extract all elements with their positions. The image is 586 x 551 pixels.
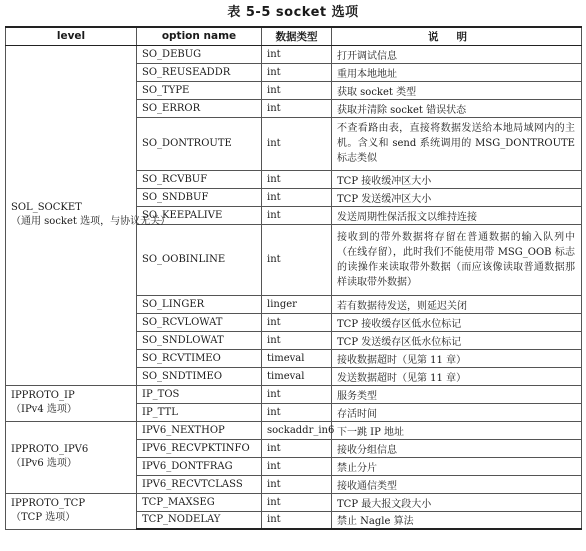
- level-name: IPPROTO_IPV6: [11, 444, 89, 455]
- option-name: SO_DONTROUTE: [137, 117, 262, 170]
- data-type: int: [262, 331, 332, 349]
- socket-options-table: [5, 26, 582, 530]
- data-type: int: [262, 403, 332, 421]
- data-type: int: [262, 81, 332, 99]
- option-name: IPV6_RECVPKTINFO: [137, 439, 262, 457]
- data-type: sockaddr_in6: [262, 421, 332, 439]
- data-type: int: [262, 63, 332, 81]
- description: 接收数据超时（见第 11 章）: [332, 349, 582, 367]
- description: TCP 发送缓存区低水位标记: [332, 331, 582, 349]
- header-row: [6, 27, 582, 45]
- description: 接收到的带外数据将存留在普通数据的输入队列中（在线存留），此时我们不能使用带 MSG_OOB 标志的读操作来读取带外数据（而应该像读取普通数据那样读取带外数据）: [332, 224, 582, 295]
- description: 存活时间: [332, 403, 582, 421]
- description: TCP 接收缓存区低水位标记: [332, 313, 582, 331]
- table-row: [6, 385, 582, 403]
- option-name: SO_DEBUG: [137, 45, 262, 63]
- data-type: int: [262, 385, 332, 403]
- description: 禁止分片: [332, 457, 582, 475]
- level-note: （IPv4 选项）: [11, 404, 77, 415]
- table-caption: 表 5-5 socket 选项: [227, 5, 359, 20]
- description: 获取 socket 类型: [332, 81, 582, 99]
- data-type: int: [262, 99, 332, 117]
- data-type: int: [262, 457, 332, 475]
- data-type: int: [262, 206, 332, 224]
- option-name: IP_TOS: [137, 385, 262, 403]
- option-name: SO_OOBINLINE: [137, 224, 262, 295]
- level-cell-ipproto-tcp: [6, 493, 137, 529]
- option-name: SO_RCVBUF: [137, 170, 262, 188]
- option-name: IPV6_RECVTCLASS: [137, 475, 262, 493]
- data-type: timeval: [262, 349, 332, 367]
- option-name: IPV6_DONTFRAG: [137, 457, 262, 475]
- data-type: linger: [262, 295, 332, 313]
- option-name: IP_TTL: [137, 403, 262, 421]
- level-note: （通用 socket 选项，与协议无关）: [11, 216, 171, 227]
- description: TCP 发送缓冲区大小: [332, 188, 582, 206]
- option-name: SO_LINGER: [137, 295, 262, 313]
- option-name: IPV6_NEXTHOP: [137, 421, 262, 439]
- option-name: SO_SNDLOWAT: [137, 331, 262, 349]
- data-type: int: [262, 439, 332, 457]
- option-name: SO_RCVLOWAT: [137, 313, 262, 331]
- option-name: SO_KEEPALIVE: [137, 206, 262, 224]
- level-note: （IPv6 选项）: [11, 458, 77, 469]
- table-row: [6, 421, 582, 439]
- level-cell-ipproto-ip: [6, 385, 137, 421]
- description: 获取并清除 socket 错误状态: [332, 99, 582, 117]
- option-name: SO_SNDTIMEO: [137, 367, 262, 385]
- description: 发送周期性保活报文以维持连接: [332, 206, 582, 224]
- data-type: int: [262, 188, 332, 206]
- header-description: 说明: [332, 27, 582, 45]
- description: 禁止 Nagle 算法: [332, 511, 582, 529]
- description: 服务类型: [332, 385, 582, 403]
- table-row: [6, 493, 582, 511]
- header-data-type: 数据类型: [262, 27, 332, 45]
- option-name: SO_RCVTIMEO: [137, 349, 262, 367]
- description: 发送数据超时（见第 11 章）: [332, 367, 582, 385]
- option-name: SO_SNDBUF: [137, 188, 262, 206]
- option-name: SO_REUSEADDR: [137, 63, 262, 81]
- option-name: TCP_MAXSEG: [137, 493, 262, 511]
- level-name: IPPROTO_TCP: [11, 498, 86, 509]
- option-name: SO_TYPE: [137, 81, 262, 99]
- description: 不查看路由表，直接将数据发送给本地局域网内的主机。含义和 send 系统调用的 MSG_DONTROUTE 标志类似: [332, 117, 582, 170]
- description: 接收通信类型: [332, 475, 582, 493]
- level-name: IPPROTO_IP: [11, 390, 75, 401]
- option-name: TCP_NODELAY: [137, 511, 262, 529]
- description: TCP 最大报文段大小: [332, 493, 582, 511]
- data-type: int: [262, 224, 332, 295]
- data-type: int: [262, 493, 332, 511]
- data-type: int: [262, 313, 332, 331]
- level-name: SOL_SOCKET: [11, 202, 82, 213]
- description: 若有数据待发送，则延迟关闭: [332, 295, 582, 313]
- table-row: [6, 45, 582, 63]
- description: 打开调试信息: [332, 45, 582, 63]
- data-type: int: [262, 511, 332, 529]
- data-type: int: [262, 45, 332, 63]
- data-type: int: [262, 117, 332, 170]
- description: TCP 接收缓冲区大小: [332, 170, 582, 188]
- level-note: （TCP 选项）: [11, 512, 76, 523]
- description: 重用本地地址: [332, 63, 582, 81]
- header-option-name: option name: [137, 27, 262, 45]
- option-name: SO_ERROR: [137, 99, 262, 117]
- data-type: timeval: [262, 367, 332, 385]
- data-type: int: [262, 475, 332, 493]
- data-type: int: [262, 170, 332, 188]
- header-level: level: [6, 27, 137, 45]
- level-cell-ipproto-ipv6: [6, 421, 137, 493]
- description: 接收分组信息: [332, 439, 582, 457]
- description: 下一跳 IP 地址: [332, 421, 582, 439]
